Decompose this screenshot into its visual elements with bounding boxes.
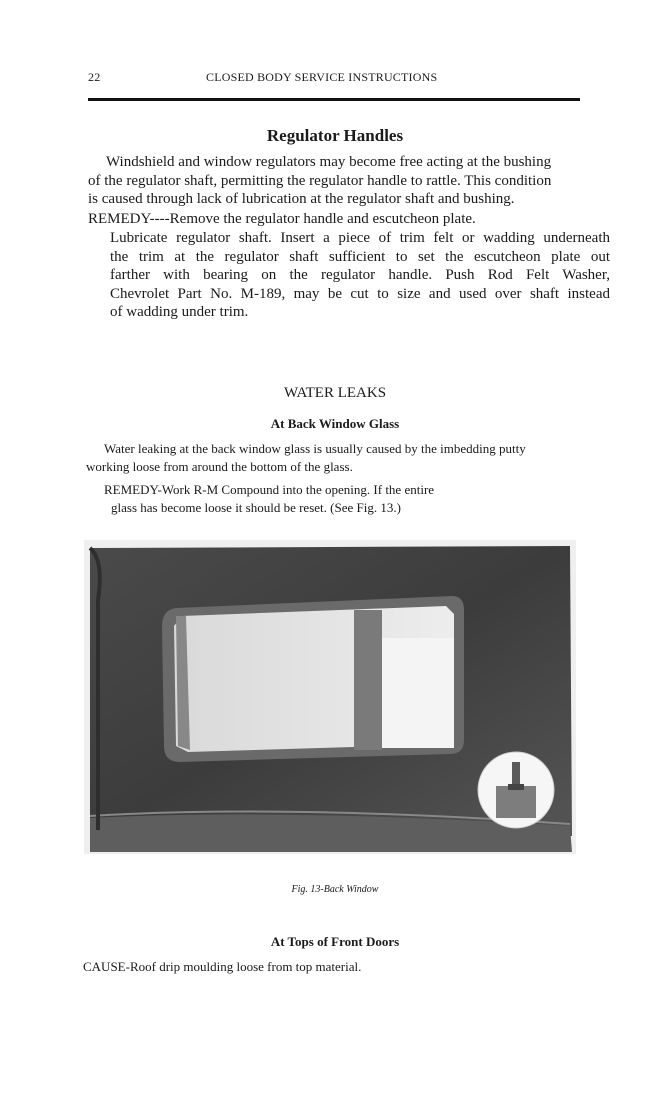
paragraph-line: working loose from around the bottom of the glass. xyxy=(86,459,353,474)
paragraph-line: Lubricate regulator shaft. Insert a piece of trim felt or wadding underneath xyxy=(110,230,610,246)
paragraph-line: Water leaking at the back window glass is usually caused by the imbedding putty xyxy=(104,441,526,456)
paragraph-line: Windshield and window regulators may become free acting at the bushing xyxy=(106,154,552,170)
header-rule xyxy=(88,98,580,101)
paragraph-line: glass has become loose it should be reset. (See Fig. 13.) xyxy=(111,500,401,515)
figure-caption: Fig. 13-Back Window xyxy=(291,884,379,895)
page-number: 22 xyxy=(88,70,101,84)
paragraph-line: the trim at the regulator shaft sufficient to set the escutcheon plate out xyxy=(110,248,610,265)
cause-line: CAUSE-Roof drip moulding loose from top material. xyxy=(83,959,362,974)
running-title: CLOSED BODY SERVICE INSTRUCTIONS xyxy=(206,70,438,84)
subheading-back-window-glass: At Back Window Glass xyxy=(270,416,400,431)
subheading-front-doors: At Tops of Front Doors xyxy=(270,934,400,949)
remedy-line: REMEDY----Remove the regulator handle and escutcheon plate. xyxy=(88,211,476,227)
section-heading-regulator-handles: Regulator Handles xyxy=(266,126,404,145)
paragraph-line: of the regulator shaft, permitting the regulator handle to rattle. This condition xyxy=(88,172,552,189)
remedy-paragraph xyxy=(110,229,610,322)
back-window-photo xyxy=(84,540,576,854)
water-leak-remedy xyxy=(104,481,524,517)
regulator-paragraph xyxy=(88,153,610,209)
paragraph-line: of wadding under trim. xyxy=(110,304,249,320)
section-heading-water-leaks: WATER LEAKS xyxy=(283,385,387,401)
window-pillar xyxy=(354,610,382,750)
paragraph-line: REMEDY-Work R-M Compound into the opening. If the entire xyxy=(104,482,435,497)
paragraph-line: Chevrolet Part No. M-189, may be cut to size and used over shaft instead xyxy=(110,285,610,302)
paragraph-line: farther with bearing on the regulator handle. Push Rod Felt Washer, xyxy=(110,267,610,283)
water-leak-paragraph xyxy=(86,440,610,476)
paragraph-line: is caused through lack of lubrication at the regulator shaft and bushing. xyxy=(88,191,515,207)
